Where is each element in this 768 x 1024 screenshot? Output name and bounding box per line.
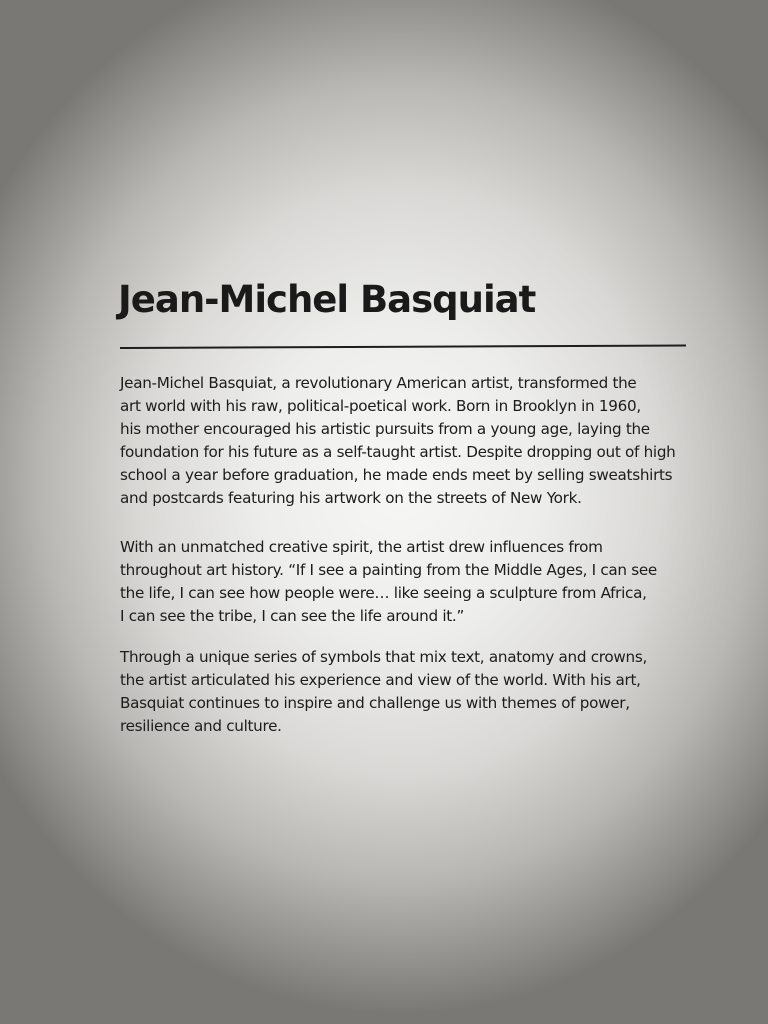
title-divider [120,345,686,349]
influences-paragraph: With an unmatched creative spirit, the artist drew influences from throughout art history. “If I see a painting from the Middle Ages, I can see the life, I can see how people were… like seeing a sculpture from Africa, I can see the tribe, I can see the life around it.” [120,538,657,625]
biography-paragraph: Jean-Michel Basquiat, a revolutionary American artist, transformed the art world with his raw, political-poetical work. Born in Brooklyn in 1960, his mother encouraged his artistic pursuits from a young age, laying the foundation for his future as a self-taught artist. Despite dropping out of high school a year before graduation, he made ends meet by selling sweatshirts and postcards featuring his artwork on the streets of New York. [120,374,676,507]
artist-name-title: Jean-Michel Basquiat [118,278,536,321]
legacy-paragraph: Through a unique series of symbols that mix text, anatomy and crowns, the artist articulated his experience and view of the world. With his art, Basquiat continues to inspire and challenge us with themes of power, resilience and culture. [120,648,647,735]
